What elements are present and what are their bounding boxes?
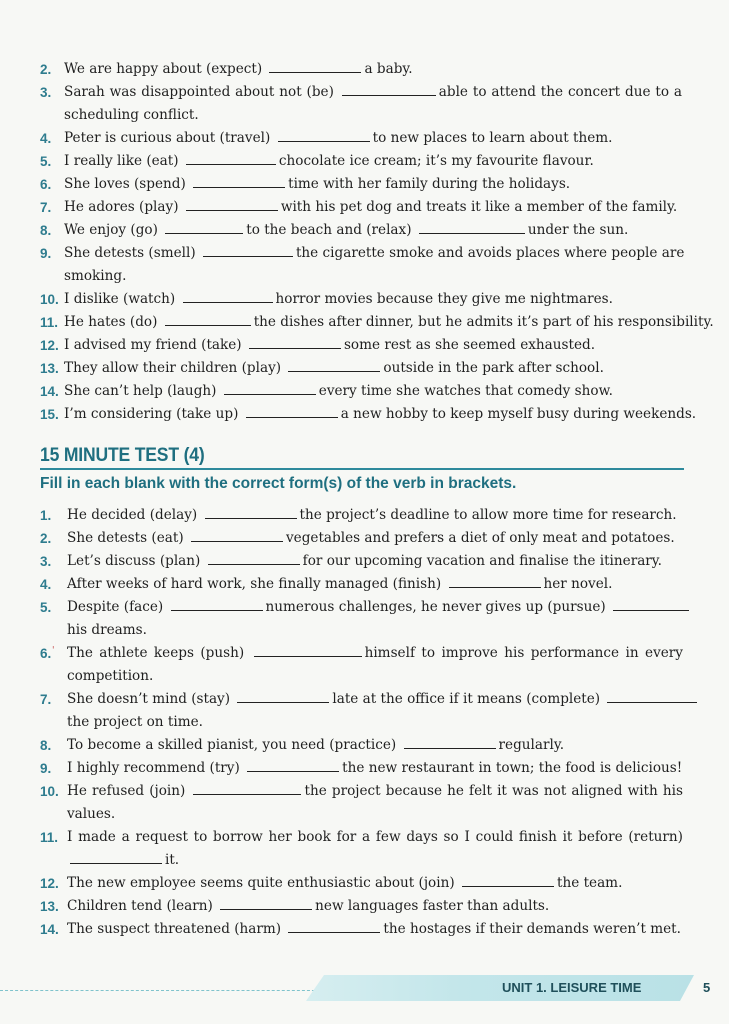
answer-blank[interactable] (193, 781, 301, 795)
text-segment: The new employee seems quite enthusiastic about (join) (67, 875, 455, 891)
item-text (64, 219, 682, 242)
text-segment: the dishes after dinner, but he admits it’s part of his responsibility. (253, 314, 714, 330)
exercise-item (0, 573, 729, 596)
item-text (67, 872, 683, 895)
item-number: 14. (40, 384, 59, 399)
item-text (67, 688, 683, 734)
text-segment: She loves (spend) (64, 176, 186, 192)
exercise-item (0, 757, 729, 780)
item-number: 4. (40, 577, 52, 592)
item-line (64, 311, 714, 334)
item-line (67, 780, 683, 803)
exercise-item (0, 826, 729, 872)
answer-blank[interactable] (183, 289, 273, 303)
item-number: 10. (40, 784, 59, 799)
item-text (67, 504, 683, 527)
item-number: 3. (40, 85, 52, 100)
text-segment: She detests (smell) (64, 245, 196, 261)
text-segment: She can’t help (laugh) (64, 383, 217, 399)
text-segment: They allow their children (play) (64, 360, 282, 376)
item-line (64, 173, 682, 196)
text-segment: Despite (face) (67, 599, 164, 615)
exercise-item (0, 688, 729, 734)
answer-blank[interactable] (607, 689, 697, 703)
answer-blank[interactable] (205, 505, 297, 519)
answer-blank[interactable] (171, 597, 263, 611)
text-segment: to the beach and (relax) (246, 222, 412, 238)
item-line (64, 380, 682, 403)
answer-blank[interactable] (191, 528, 283, 542)
item-line (64, 357, 682, 380)
text-segment: outside in the park after school. (383, 360, 604, 376)
answer-blank[interactable] (254, 643, 362, 657)
exercise-item (0, 504, 729, 527)
item-number: 9. (40, 761, 52, 776)
text-segment: Let’s discuss (plan) (67, 553, 201, 569)
test-instruction: Fill in each blank with the correct form(s) of the verb in brackets. (40, 475, 517, 492)
item-number: 7. (40, 200, 52, 215)
text-segment: Sarah was disappointed about not (be) (64, 84, 334, 100)
text-segment: After weeks of hard work, she finally managed (finish) (67, 576, 442, 592)
item-line (67, 642, 683, 665)
answer-blank[interactable] (193, 174, 285, 188)
exercise-item (0, 642, 729, 688)
text-segment: smoking. (64, 268, 127, 284)
item-number: 13. (40, 899, 59, 914)
text-segment: He adores (play) (64, 199, 179, 215)
item-number: 9. (40, 246, 52, 261)
text-segment: She detests (eat) (67, 530, 184, 546)
text-segment: new languages faster than adults. (315, 898, 550, 914)
exercise-item (0, 150, 729, 173)
item-text (67, 918, 683, 941)
answer-blank[interactable] (224, 381, 316, 395)
answer-blank[interactable] (278, 128, 370, 142)
item-text (64, 150, 682, 173)
exercise-item (0, 127, 729, 150)
item-text (67, 573, 683, 596)
margin-mark: ' (52, 646, 55, 656)
item-line (64, 58, 682, 81)
item-line (67, 872, 683, 895)
exercise-item (0, 596, 729, 642)
item-text (64, 403, 697, 426)
item-number: 8. (40, 738, 52, 753)
item-number: 4. (40, 131, 52, 146)
item-text (67, 780, 683, 826)
item-number: 6. (40, 646, 52, 661)
text-segment: He hates (do) (64, 314, 158, 330)
item-text (67, 642, 683, 688)
text-segment: the cigarette smoke and avoids places where people are (295, 245, 685, 261)
text-segment: I made a request to borrow her book for a few days so I could finish it before (return) (67, 829, 683, 845)
item-line (64, 265, 682, 288)
item-number: 11. (40, 830, 59, 845)
exercise-item (0, 196, 729, 219)
item-number: 5. (40, 600, 52, 615)
text-segment: for our upcoming vacation and finalise the itinerary. (302, 553, 662, 569)
answer-blank[interactable] (269, 59, 361, 73)
text-segment: the new restaurant in town; the food is delicious! (342, 760, 683, 776)
text-segment: The athlete keeps (push) (67, 645, 245, 661)
text-segment: numerous challenges, he never gives up (pursue) (265, 599, 606, 615)
exercise-item (0, 734, 729, 757)
exercise-item (0, 311, 729, 334)
exercise-item (0, 403, 729, 426)
text-segment: scheduling conflict. (64, 107, 199, 123)
answer-blank[interactable] (70, 850, 162, 864)
item-line (67, 895, 683, 918)
text-segment: himself to improve his performance in every (364, 645, 683, 661)
text-segment: late at the office if it means (complete) (332, 691, 601, 707)
item-number: 15. (40, 407, 59, 422)
item-line (64, 334, 682, 357)
item-line (64, 150, 682, 173)
exercise-item (0, 895, 729, 918)
exercise-b-list (0, 504, 729, 941)
item-line (67, 665, 683, 688)
answer-blank[interactable] (462, 873, 554, 887)
item-text (64, 127, 682, 150)
exercise-item (0, 242, 729, 288)
exercise-item (0, 58, 729, 81)
exercise-item (0, 380, 729, 403)
text-segment: horror movies because they give me nightmares. (275, 291, 613, 307)
item-line (64, 104, 682, 127)
answer-blank[interactable] (449, 574, 541, 588)
item-line (67, 734, 683, 757)
item-text (64, 334, 682, 357)
answer-blank[interactable] (288, 358, 380, 372)
exercise-item (0, 872, 729, 895)
text-segment: time with her family during the holidays. (288, 176, 571, 192)
answer-blank[interactable] (237, 689, 329, 703)
footer-dashed-line (0, 990, 320, 991)
item-text (67, 734, 683, 757)
item-line (67, 757, 683, 780)
text-segment: I dislike (watch) (64, 291, 176, 307)
heading-rule (40, 468, 684, 470)
exercise-item (0, 357, 729, 380)
item-number: 11. (40, 315, 59, 330)
test-heading (40, 444, 684, 467)
item-text (67, 826, 683, 872)
text-segment: competition. (67, 668, 154, 684)
item-text (64, 196, 682, 219)
item-number: 2. (40, 531, 52, 546)
answer-blank[interactable] (342, 82, 436, 96)
item-line (67, 711, 683, 734)
page-number: 5 (703, 980, 711, 995)
text-segment: a new hobby to keep myself busy during weekends. (340, 406, 697, 422)
item-text (67, 895, 683, 918)
item-text (64, 311, 714, 334)
item-line (67, 849, 683, 872)
item-line (67, 504, 683, 527)
item-line (64, 288, 682, 311)
item-line (64, 196, 682, 219)
item-number: 12. (40, 338, 59, 353)
item-number: 2. (40, 62, 52, 77)
item-text (64, 380, 682, 403)
exercise-item (0, 527, 729, 550)
item-number: 12. (40, 876, 59, 891)
text-segment: every time she watches that comedy show. (318, 383, 613, 399)
answer-blank[interactable] (249, 335, 341, 349)
text-segment: a baby. (364, 61, 413, 77)
item-number: 10. (40, 292, 59, 307)
text-segment: with his pet dog and treats it like a member of the family. (280, 199, 678, 215)
exercise-item (0, 918, 729, 941)
answer-blank[interactable] (247, 758, 339, 772)
item-line (64, 219, 682, 242)
text-segment: some rest as she seemed exhausted. (343, 337, 596, 353)
exercise-item (0, 81, 729, 127)
text-segment: He decided (delay) (67, 507, 198, 523)
exercise-item (0, 550, 729, 573)
item-number: 8. (40, 223, 52, 238)
text-segment: values. (67, 806, 116, 822)
text-segment: to new places to learn about them. (372, 130, 613, 146)
answer-blank[interactable] (186, 197, 278, 211)
exercise-item (0, 173, 729, 196)
item-line (64, 403, 697, 426)
item-line (64, 81, 682, 104)
text-segment: He refused (join) (67, 783, 186, 799)
answer-blank[interactable] (203, 243, 293, 257)
text-segment: vegetables and prefers a diet of only meat and potatoes. (285, 530, 675, 546)
text-segment: regularly. (498, 737, 565, 753)
item-number: 7. (40, 692, 52, 707)
text-segment: We are happy about (expect) (64, 61, 263, 77)
test-title: 15 MINUTE TEST (4) (40, 444, 205, 466)
exercise-a-list (0, 58, 729, 426)
answer-blank[interactable] (246, 404, 338, 418)
item-line (64, 127, 682, 150)
answer-blank[interactable] (419, 220, 525, 234)
text-segment: it. (165, 852, 180, 868)
item-line (67, 918, 683, 941)
exercise-item (0, 334, 729, 357)
text-segment: the hostages if their demands weren’t met. (383, 921, 681, 937)
item-line (67, 619, 683, 642)
item-text (67, 596, 683, 642)
item-text (64, 58, 682, 81)
text-segment: her novel. (543, 576, 613, 592)
item-line (67, 596, 683, 619)
text-segment: We enjoy (go) (64, 222, 158, 238)
item-number: 6. (40, 177, 52, 192)
item-number: 1. (40, 508, 52, 523)
item-text (64, 288, 682, 311)
item-text (64, 242, 685, 288)
text-segment: I highly recommend (try) (67, 760, 240, 776)
item-line (67, 550, 683, 573)
item-line (64, 242, 685, 265)
item-text (64, 173, 682, 196)
text-segment: the project on time. (67, 714, 203, 730)
answer-blank[interactable] (186, 151, 276, 165)
item-line (67, 826, 683, 849)
answer-blank[interactable] (404, 735, 496, 749)
footer-unit-label: UNIT 1. LEISURE TIME (502, 980, 642, 995)
answer-blank[interactable] (220, 896, 312, 910)
item-text (64, 81, 682, 127)
text-segment: I advised my friend (take) (64, 337, 242, 353)
text-segment: the project’s deadline to allow more time for research. (299, 507, 677, 523)
text-segment: the team. (556, 875, 623, 891)
item-text (64, 357, 682, 380)
text-segment: To become a skilled pianist, you need (practice) (67, 737, 397, 753)
text-segment: She doesn’t mind (stay) (67, 691, 231, 707)
item-line (67, 527, 683, 550)
item-number: 5. (40, 154, 52, 169)
answer-blank[interactable] (165, 220, 243, 234)
item-text (67, 527, 683, 550)
item-number: 13. (40, 361, 59, 376)
text-segment: the project because he felt it was not aligned with his (304, 783, 683, 799)
item-text (67, 757, 683, 780)
answer-blank[interactable] (165, 312, 251, 326)
text-segment: Children tend (learn) (67, 898, 213, 914)
text-segment: under the sun. (527, 222, 629, 238)
answer-blank[interactable] (288, 919, 380, 933)
text-segment: Peter is curious about (travel) (64, 130, 271, 146)
text-segment: chocolate ice cream; it’s my favourite flavour. (278, 153, 594, 169)
item-text (67, 550, 683, 573)
item-number: 3. (40, 554, 52, 569)
text-segment: I’m considering (take up) (64, 406, 239, 422)
text-segment: The suspect threatened (harm) (67, 921, 282, 937)
text-segment: able to attend the concert due to a (438, 84, 683, 100)
item-line (67, 573, 683, 596)
text-segment: I really like (eat) (64, 153, 179, 169)
answer-blank[interactable] (208, 551, 300, 565)
item-line (67, 803, 683, 826)
item-number: 14. (40, 922, 59, 937)
item-line (67, 688, 683, 711)
exercise-item (0, 288, 729, 311)
exercise-item (0, 780, 729, 826)
answer-blank[interactable] (613, 597, 689, 611)
exercise-item (0, 219, 729, 242)
text-segment: his dreams. (67, 622, 147, 638)
